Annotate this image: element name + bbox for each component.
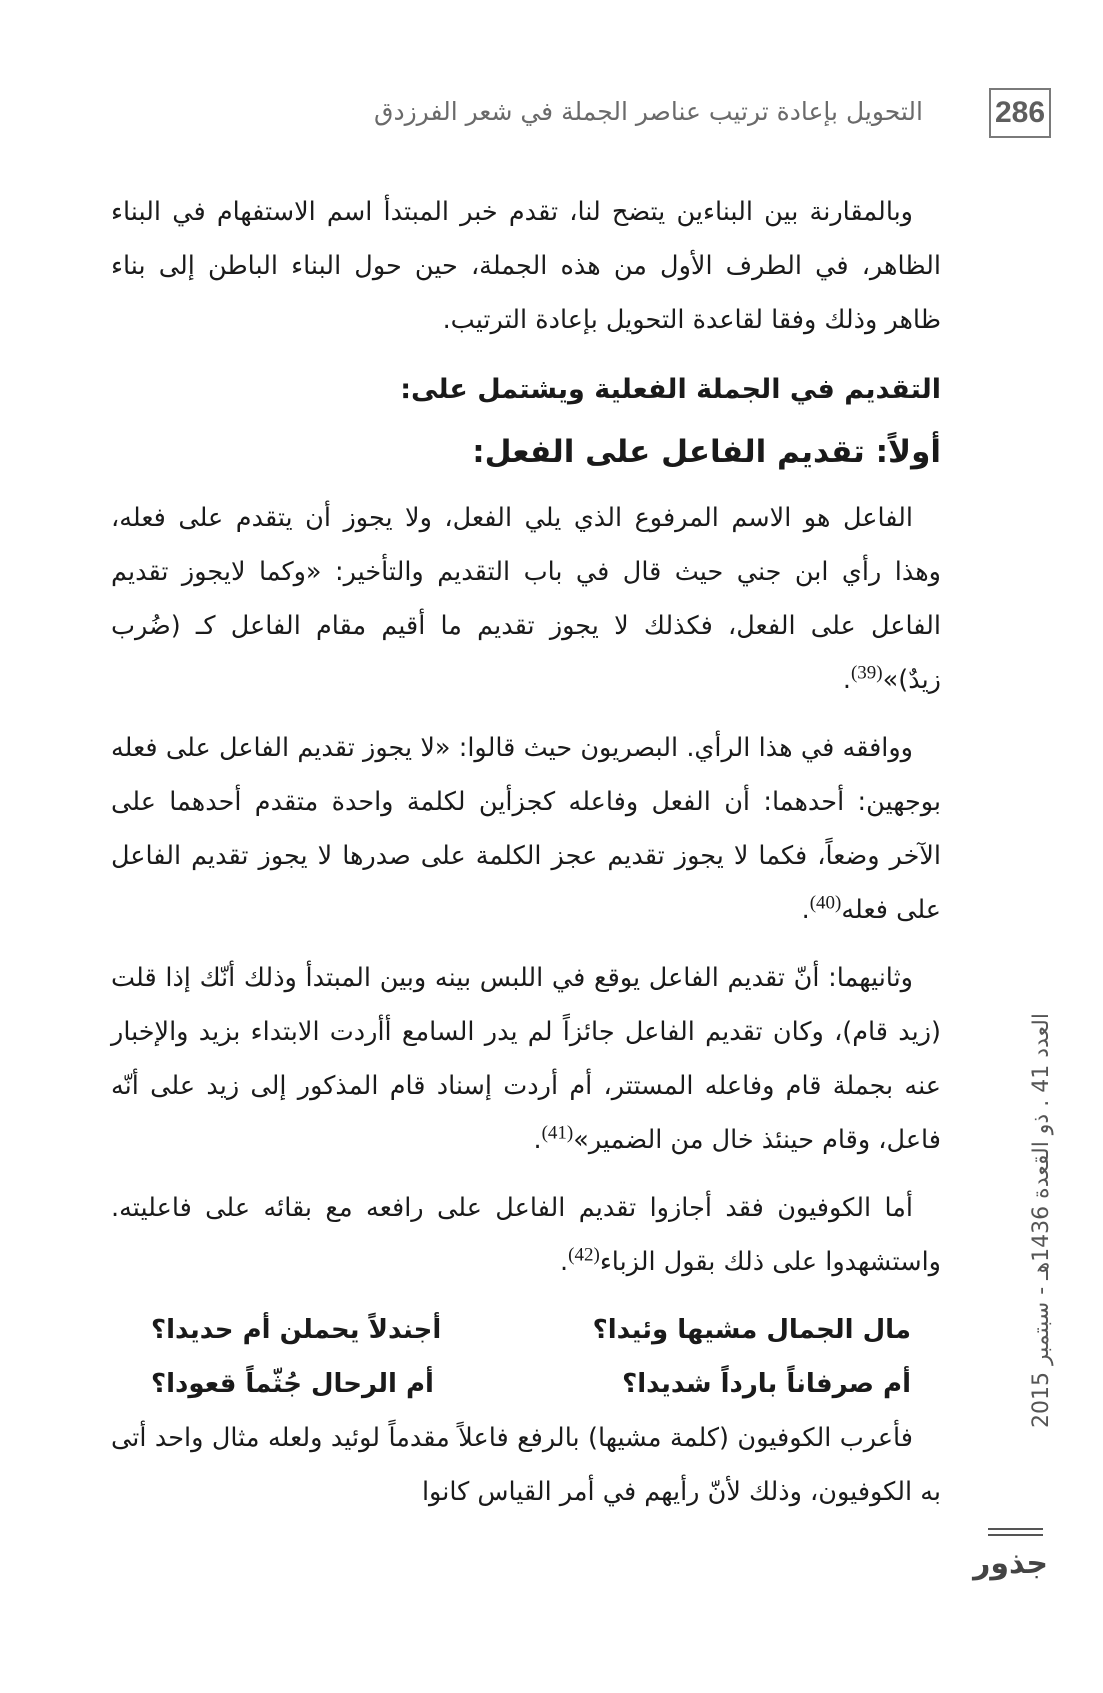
verse-hemistich-first: أم صرفاناً بارداً شديدا؟: [622, 1369, 911, 1399]
paragraph-ibn-jinni: [111, 491, 941, 707]
logo-divider: [988, 1528, 1043, 1536]
poem-verse-1: [111, 1303, 941, 1357]
verse-hemistich-first: مال الجمال مشيها وئيدا؟: [592, 1315, 911, 1345]
paragraph-text: وثانيهما: أنّ تقديم الفاعل يوقع في اللبس بينه وبين المبتدأ وذلك أنّك إذا قلت (زيد قام)، وكان تقديم الفاعل جائزاً لم يدر السامع أأردت الابتداء بزيد والإخبار عنه بجملة قام وفاعله المستتر، أم أردت إسناد قام المذكور إلى زيد على أنّه فاعل، وقام حينئذ خال من الضمير»: [111, 963, 941, 1155]
paragraph-text: ووافقه في هذا الرأي. البصريون حيث قالوا: «لا يجوز تقديم الفاعل على فعله بوجهين: أحدهما: أن الفعل وفاعله كجزأين لكلمة واحدة متقدم أحدهما على الآخر وضعاً، فكما لا يجوز تقديم عجز الكلمة على صدرها لا يجوز تقديم الفاعل على فعله: [111, 733, 941, 925]
paragraph-kufans: [111, 1181, 941, 1289]
issue-info-text: العدد 41 . ذو القعدة 1436هـ - سبتمبر 2015: [1028, 1012, 1054, 1428]
issue-info-sidebar: [1021, 1010, 1061, 1430]
sentence-end: .: [801, 895, 810, 925]
paragraph-text: الفاعل هو الاسم المرفوع الذي يلي الفعل، ولا يجوز أن يتقدم على فعله، وهذا رأي ابن جني حيث قال في باب التقديم والتأخير: «وكما لايجوز تقديم الفاعل على الفعل، فكذلك لا يجوز تقديم ما أقيم مقام الفاعل كـ (ضُرب زيدٌ)»: [111, 503, 941, 695]
paragraph-comparison: وبالمقارنة بين البناءين يتضح لنا، تقدم خبر المبتدأ اسم الاستفهام في البناء الظاهر، في الطرف الأول من هذه الجملة، حين حول البناء الباطن إلى بناء ظاهر وذلك وفقا لقاعدة التحويل بإعادة الترتيب.: [111, 197, 941, 335]
section-heading-verbal-sentence: التقديم في الجملة الفعلية ويشتمل على:: [400, 374, 941, 405]
page-number: 286: [989, 88, 1051, 138]
sentence-end: .: [533, 1125, 542, 1155]
paragraph-text: أما الكوفيون فقد أجازوا تقديم الفاعل على رافعه مع بقائه على فاعليته. واستشهدوا على ذلك بقول الزباء: [111, 1193, 941, 1277]
paragraph-second-reason: [111, 951, 941, 1167]
journal-logo: جذور: [973, 1546, 1048, 1581]
footnote-ref-41: (41): [541, 1122, 574, 1144]
verse-hemistich-second: أجندلاً يحملن أم حديدا؟: [151, 1315, 442, 1345]
footnote-ref-39: (39): [850, 662, 883, 684]
sentence-end: .: [560, 1247, 569, 1277]
poem-verse-2: [111, 1357, 941, 1411]
sentence-end: .: [842, 665, 851, 695]
running-header-title: التحويل بإعادة ترتيب عناصر الجملة في شعر الفرزدق: [374, 97, 923, 126]
article-body: [111, 185, 941, 1533]
footnote-ref-42: (42): [568, 1244, 600, 1266]
subsection-heading-subject-before-verb: أولاً: تقديم الفاعل على الفعل:: [472, 434, 941, 470]
verse-hemistich-second: أم الرحال جُثّماً قعودا؟: [151, 1369, 434, 1399]
paragraph-kufan-parsing: فأعرب الكوفيون (كلمة مشيها) بالرفع فاعلاً مقدماً لوئيد ولعله مثال واحد أتى به الكوفيون، وذلك لأنّ رأيهم في أمر القياس كانوا: [111, 1423, 941, 1507]
paragraph-basrans: [111, 721, 941, 937]
footnote-ref-40: (40): [809, 892, 842, 914]
